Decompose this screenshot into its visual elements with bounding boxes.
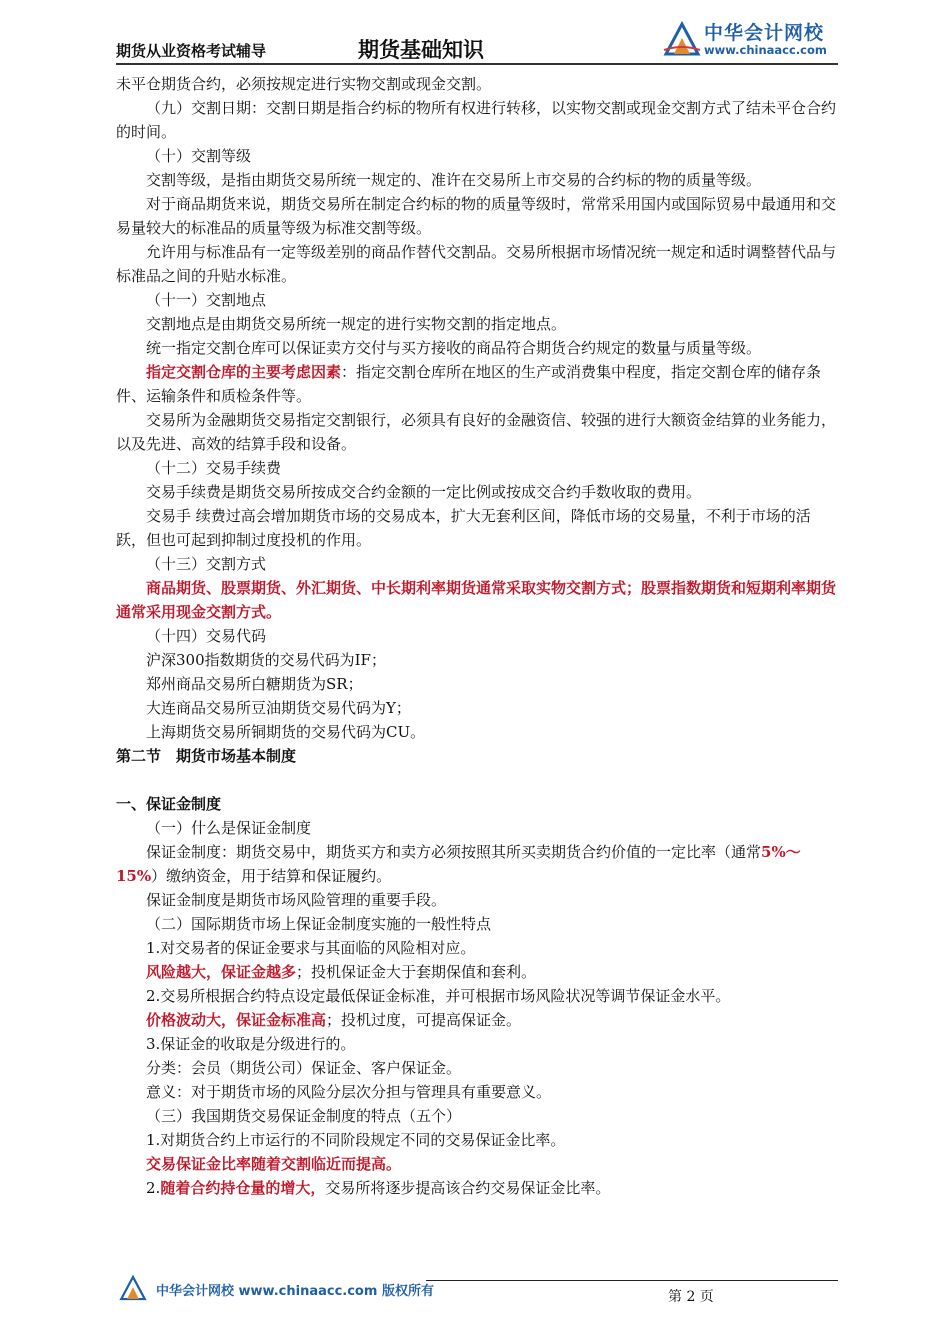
header-divider — [116, 63, 838, 65]
header-subject: 期货基础知识 — [358, 37, 484, 62]
highlight-text: 商品期货、股票期货、外汇期货、中长期利率期货通常采取实物交割方式；股票指数期货和短期利率期货通常采用现金交割方式。 — [116, 579, 837, 621]
paragraph — [116, 552, 838, 576]
site-logo[interactable] — [662, 18, 838, 60]
paragraph — [116, 696, 838, 720]
highlight-text: 交易保证金比率随着交割临近而提高。 — [146, 1155, 402, 1173]
paragraph-text: 保证金制度是期货市场风险管理的重要手段。 — [146, 891, 447, 909]
paragraph-text: 大连商品交易所豆油期货交易代码为Y； — [146, 699, 411, 717]
paragraph-text: ；投机过度，可提高保证金。 — [326, 1011, 522, 1029]
paragraph — [116, 168, 838, 192]
paragraph-text: ）缴纳资金，用于结算和保证履约。 — [151, 867, 392, 885]
footer-divider — [426, 1280, 838, 1281]
paragraph-text: 允许用与标准品有一定等级差别的商品作替代交割品。交易所根据市场情况统一规定和适时调整替代品与标准品之间的升贴水标准。 — [116, 243, 837, 285]
paragraph-text: 意义：对于期货市场的风险分层次分担与管理具有重要意义。 — [146, 1083, 552, 1101]
paragraph-text: 一、保证金制度 — [116, 795, 222, 813]
paragraph — [116, 288, 838, 312]
paragraph — [116, 336, 838, 360]
highlight-text: 风险越大，保证金越多 — [146, 963, 297, 981]
paragraph-text: 分类：会员（期货公司）保证金、客户保证金。 — [146, 1059, 462, 1077]
paragraph-text: （一）什么是保证金制度 — [146, 819, 312, 837]
paragraph-text: 交易所将逐步提高该合约交易保证金比率。 — [325, 1179, 611, 1197]
spacer — [116, 768, 838, 792]
paragraph-text: （三）我国期货交易保证金制度的特点（五个） — [146, 1107, 462, 1125]
paragraph-text: 郑州商品交易所白糖期货为SR； — [146, 675, 363, 693]
paragraph — [116, 96, 838, 144]
page-number: 第 2 页 — [668, 1289, 714, 1305]
paragraph-text: 交割等级，是指由期货交易所统一规定的、准许在交易所上市交易的合约标的物的质量等级。 — [146, 171, 762, 189]
paragraph-text: （十四）交易代码 — [146, 627, 267, 645]
paragraph-text: 交易手续费是期货交易所按成交合约金额的一定比例或按成交合约手数收取的费用。 — [146, 483, 702, 501]
page-footer — [116, 1268, 838, 1308]
paragraph — [116, 72, 838, 96]
paragraph-text: （十三）交割方式 — [146, 555, 267, 573]
paragraph — [116, 912, 838, 936]
page-header — [116, 16, 838, 62]
paragraph — [116, 456, 838, 480]
paragraph-text: 沪深300指数期货的交易代码为IF； — [146, 651, 386, 669]
paragraph — [116, 240, 838, 288]
highlight-text: 5%～15% — [116, 843, 801, 885]
section-heading — [116, 744, 838, 768]
paragraph — [116, 360, 838, 408]
footer-copyright: 中华会计网校 www.chinaacc.com 版权所有 — [156, 1284, 434, 1299]
footer-logo-icon — [116, 1274, 150, 1302]
paragraph — [116, 192, 838, 240]
paragraph — [116, 936, 838, 960]
paragraph-text: （十一）交割地点 — [146, 291, 267, 309]
paragraph — [116, 648, 838, 672]
paragraph — [116, 312, 838, 336]
paragraph — [116, 840, 838, 888]
paragraph — [116, 1056, 838, 1080]
paragraph — [116, 816, 838, 840]
section-heading — [116, 792, 838, 816]
paragraph-text: （十）交割等级 — [146, 147, 252, 165]
paragraph-text: （九）交割日期：交割日期是指合约标的物所有权进行转移，以实物交割或现金交割方式了结未平仓合约的时间。 — [116, 99, 837, 141]
paragraph — [116, 888, 838, 912]
paragraph-text: 交割地点是由期货交易所统一规定的进行实物交割的指定地点。 — [146, 315, 567, 333]
paragraph — [116, 408, 838, 456]
paragraph-text: 3.保证金的收取是分级进行的。 — [146, 1035, 356, 1053]
paragraph — [116, 720, 838, 744]
paragraph-text: （十二）交易手续费 — [146, 459, 282, 477]
paragraph — [116, 624, 838, 648]
header-course: 期货从业资格考试辅导 — [116, 42, 267, 60]
paragraph-text: 上海期货交易所铜期货的交易代码为CU。 — [146, 723, 426, 741]
logo-icon — [662, 20, 702, 58]
paragraph — [116, 504, 838, 552]
paragraph-text: 1.对期货合约上市运行的不同阶段规定不同的交易保证金比率。 — [146, 1131, 566, 1149]
paragraph-text: 保证金制度：期货交易中，期货买方和卖方必须按照其所买卖期货合约价值的一定比率（通常 — [146, 843, 762, 861]
logo-url: www.chinaacc.com — [704, 43, 827, 57]
paragraph — [116, 1128, 838, 1152]
paragraph-text: 2.交易所根据合约特点设定最低保证金标准，并可根据市场风险状况等调节保证金水平。 — [146, 987, 731, 1005]
paragraph-text: 交易所为金融期货交易指定交割银行，必须具有良好的金融资信、较强的进行大额资金结算的业务能力，以及先进、高效的结算手段和设备。 — [116, 411, 837, 453]
paragraph — [116, 480, 838, 504]
paragraph-text: 交易手 续费过高会增加期货市场的交易成本，扩大无套利区间，降低市场的交易量，不利于市场的活跃，但也可起到抑制过度投机的作用。 — [116, 507, 811, 549]
document-body — [116, 72, 838, 1200]
paragraph — [116, 984, 838, 1008]
paragraph — [116, 1080, 838, 1104]
paragraph — [116, 1104, 838, 1128]
paragraph-text: 1.对交易者的保证金要求与其面临的风险相对应。 — [146, 939, 476, 957]
logo-name: 中华会计网校 — [704, 22, 825, 44]
highlight-text: 价格波动大，保证金标准高 — [146, 1011, 327, 1029]
paragraph — [116, 576, 838, 624]
paragraph-text: ；投机保证金大于套期保值和套利。 — [296, 963, 537, 981]
paragraph — [116, 672, 838, 696]
paragraph-prefix: 2. — [146, 1179, 161, 1197]
highlight-text: 随着合约持仓量的增大， — [160, 1179, 326, 1197]
paragraph — [116, 1152, 838, 1176]
paragraph — [116, 144, 838, 168]
paragraph-text: 未平仓期货合约，必须按规定进行实物交割或现金交割。 — [116, 75, 492, 93]
highlight-text: 指定交割仓库的主要考虑因素 — [146, 363, 342, 381]
paragraph — [116, 1176, 838, 1200]
paragraph-text: （二）国际期货市场上保证金制度实施的一般性特点 — [146, 915, 492, 933]
paragraph-text: 第二节 期货市场基本制度 — [116, 747, 297, 765]
paragraph-text: ：指定交割仓库所在地区的生产或消费集中程度，指定交割仓库的储存条件、运输条件和质检条件等。 — [116, 363, 822, 405]
paragraph — [116, 1032, 838, 1056]
paragraph — [116, 960, 838, 984]
paragraph-text: 统一指定交割仓库可以保证卖方交付与买方接收的商品符合期货合约规定的数量与质量等级。 — [146, 339, 762, 357]
paragraph-text: 对于商品期货来说，期货交易所在制定合约标的物的质量等级时，常常采用国内或国际贸易中最通用和交易量较大的标准品的质量等级为标准交割等级。 — [116, 195, 837, 237]
paragraph — [116, 1008, 838, 1032]
